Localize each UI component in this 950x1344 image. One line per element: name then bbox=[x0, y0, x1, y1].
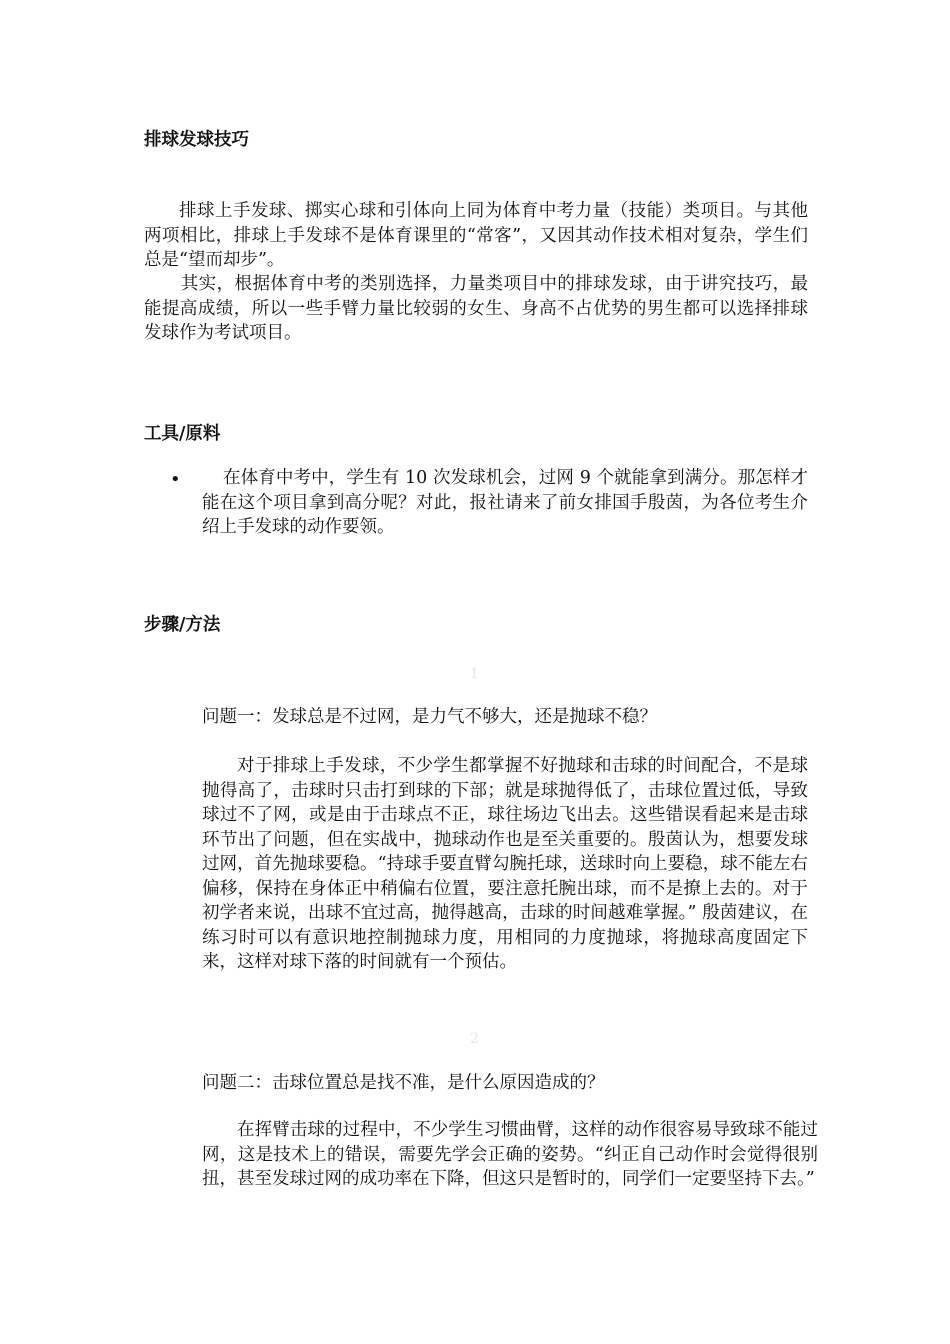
bullet-icon: • bbox=[170, 469, 181, 490]
answer-1: 对于排球上手发球，不少学生都掌握不好抛球和击球的时间配合，不是球抛得高了，击球时只击打到球的下部；就是球抛得低了，击球位置过低，导致球过不了网，或是由于击球点不正，球往场边飞出去。这些错误看起来是击球环节出了问题，但在实战中，抛球动作也是至关重要的。殷茵认为，想要发球过网，首先抛球要稳。“持球手要直臂勾腕托球，送球时向上要稳，球不能左右偏移，保持在身体正中稍偏右位置，要注意托腕出球，而不是撩上去的。对于初学者来说，出球不宜过高，抛得越高，击球的时间越难掌握。” 殷茵建议，在练习时可以有意识地控制抛球力度，用相同的力度抛球，将抛球高度固定下来，这样对球下落的时间就有一个预估。 bbox=[202, 756, 808, 972]
intro-paragraph-2: 其实，根据体育中考的类别选择，力量类项目中的排球发球，由于讲究技巧，最能提高成绩，所以一些手臂力量比较弱的女生、身高不占优势的男生都可以选择排球发球作为考试项目。 bbox=[144, 274, 808, 343]
answer-2: 在挥臂击球的过程中，不少学生习惯曲臂，这样的动作很容易导致球不能过网，这是技术上的错误，需要先学会正确的姿势。“纠正自己动作时会觉得很别扭，甚至发球过网的成功率在下降，但这只是暂时的，同学们一定要坚持下去。” bbox=[202, 1120, 818, 1189]
step-number-2: 2 bbox=[470, 1031, 485, 1047]
document-title: 排球发球技巧 bbox=[144, 130, 249, 150]
step-number-1: 1 bbox=[470, 666, 485, 682]
tools-bullet-text: 在体育中考中，学生有 10 次发球机会，过网 9 个就能拿到满分。那怎样才能在这个项目拿到高分呢？对此，报社请来了前女排国手殷茵，为各位考生介绍上手发球的动作要领。 bbox=[202, 468, 808, 537]
question-1: 问题一：发球总是不过网，是力气不够大，还是抛球不稳？ bbox=[202, 707, 657, 727]
question-2: 问题二：击球位置总是找不准，是什么原因造成的？ bbox=[202, 1073, 605, 1093]
intro-paragraph-1: 排球上手发球、掷实心球和引体向上同为体育中考力量（技能）类项目。与其他两项相比，排球上手发球不是体育课里的“常客”，又因其动作技术相对复杂，学生们总是“望而却步”。 bbox=[144, 201, 808, 270]
tools-heading: 工具/原料 bbox=[144, 424, 221, 444]
steps-heading: 步骤/方法 bbox=[144, 615, 221, 635]
